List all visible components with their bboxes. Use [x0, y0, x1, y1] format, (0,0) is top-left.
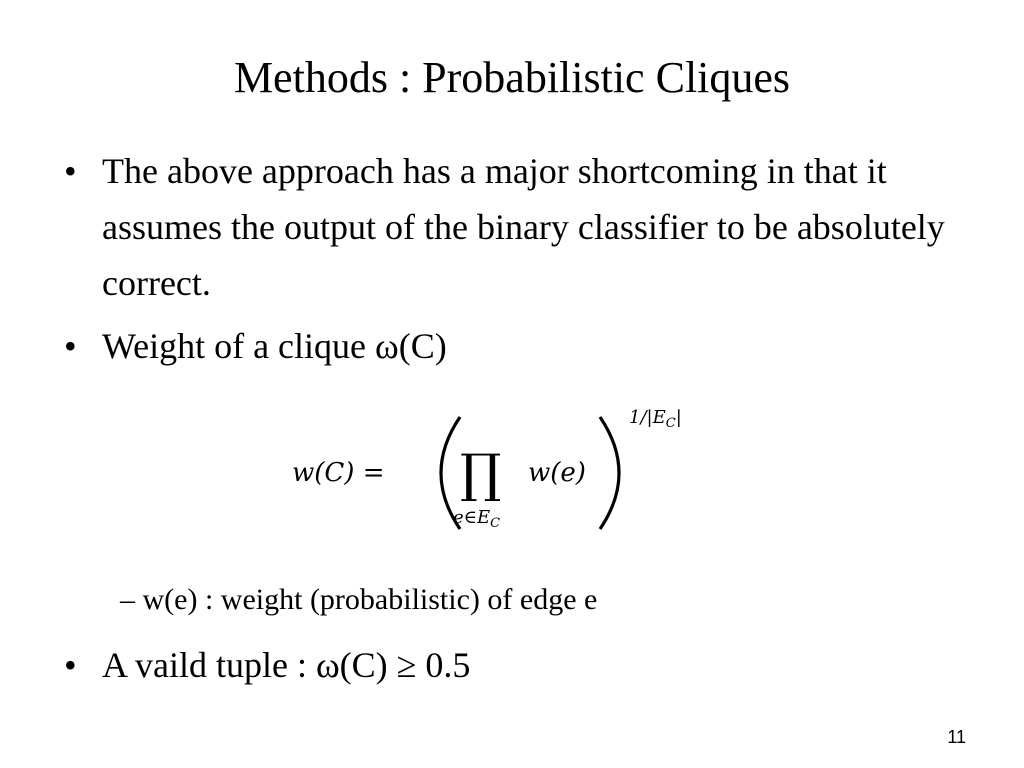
product-subscript: $e\in E_C$ — [453, 507, 501, 531]
bullet-valid-tuple — [64, 637, 964, 693]
sub-bullet-edge-weight: – w(e) : weight (probabilistic) of edge e — [120, 583, 598, 616]
page-number: 11 — [947, 727, 966, 747]
bullet-marker: • — [64, 645, 77, 685]
product-operator: ∏ — [460, 444, 502, 504]
bullet-marker: • — [64, 326, 77, 366]
clique-weight-formula — [270, 395, 750, 545]
right-paren — [600, 417, 619, 529]
slide-title: Methods : Probabilistic Cliques — [233, 53, 791, 102]
formula-lhs: w(C) = — [292, 458, 385, 488]
bullet-text: A vaild tuple : ω(C) ≥ 0.5 — [102, 645, 471, 685]
bullet-clique-weight — [64, 318, 964, 374]
formula-term: w(e) — [528, 458, 586, 488]
formula-exponent: $1/|E_C|$ — [629, 407, 682, 431]
bullet-shortcoming — [64, 143, 964, 313]
bullet-marker: • — [64, 151, 77, 191]
bullet-text: Weight of a clique ω(C) — [102, 326, 447, 366]
bullet-text: The above approach has a major shortcoming in that it assumes the output of the binary classifier to be absolutely correct. — [102, 151, 945, 303]
